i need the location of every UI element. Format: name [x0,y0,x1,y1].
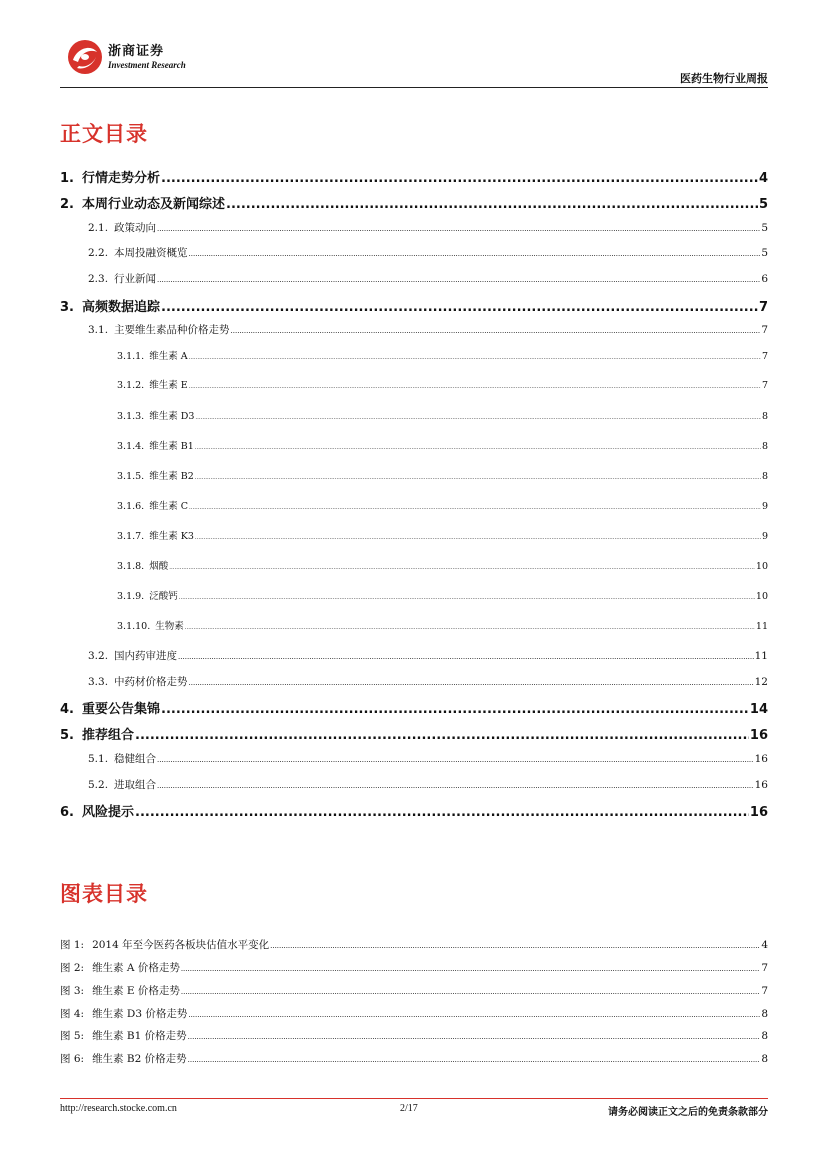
toc-entry-number: 5.2. [88,779,109,791]
toc-entry-number: 3.1.2. [117,380,145,391]
figure-entry[interactable] [60,1028,768,1043]
dot-leader [226,197,758,212]
figure-entry[interactable] [60,1006,768,1021]
dot-leader [195,535,761,541]
toc-entry[interactable] [88,322,768,337]
dot-leader [181,988,760,996]
toc-entry-title: 推荐组合 [82,728,135,743]
dot-leader [189,679,754,687]
toc-entry-title: 稳健组合 [114,753,157,765]
toc-entry-number: 1. [60,171,74,186]
figure-entry-title: 维生素 A 价格走势 [92,962,180,974]
toc-entry-number: 5.1. [88,753,109,765]
toc-entry-page: 10 [755,561,768,572]
toc-entry[interactable] [117,588,768,602]
figure-entry-page: 8 [761,1053,768,1065]
figure-entry[interactable] [60,1051,768,1066]
toc-entry-page: 8 [761,411,768,422]
figure-entry-title: 维生素 B1 价格走势 [92,1030,187,1042]
toc-entry-title: 进取组合 [114,779,157,791]
toc-entry[interactable] [60,167,768,186]
toc-entry-number: 3.1.9. [117,591,145,602]
figure-entry-number: 图 3: [60,985,85,997]
figure-entry[interactable] [60,983,768,998]
toc-entry-title: 本周行业动态及新闻综述 [82,197,226,212]
figure-entry-number: 图 6: [60,1053,85,1065]
toc-entry[interactable] [117,558,768,572]
toc-entry[interactable] [60,296,768,315]
toc-entry-number: 2.2. [88,247,109,259]
dot-leader [181,965,760,973]
toc-entry[interactable] [117,498,768,512]
toc-entry-page: 12 [754,676,768,688]
logo-english-name: Investment Research [108,60,186,70]
toc-entry-page: 16 [754,779,768,791]
toc-entry[interactable] [88,777,768,792]
toc-entry[interactable] [117,348,768,362]
toc-title: 正文目录 [60,122,148,146]
dot-leader [157,276,760,284]
dot-leader [157,756,754,764]
dot-leader [195,445,761,451]
dot-leader [135,805,749,820]
toc-entry-page: 5 [761,222,768,234]
toc-entry-number: 3.1.4. [117,441,145,452]
toc-entry-page: 8 [761,441,768,452]
page-number: 2/17 [400,1103,418,1114]
footer-divider [60,1098,768,1099]
toc-entry-title: 生物素 [155,621,184,632]
dot-leader [179,595,755,601]
toc-entry-title: 政策动向 [114,222,157,234]
dot-leader [195,475,761,481]
toc-entry-page: 10 [755,591,768,602]
toc-entry-number: 3.1.7. [117,531,145,542]
toc-entry-title: 维生素 E [149,380,188,391]
toc-entry-title: 泛酸钙 [149,591,178,602]
figure-entry-title: 维生素 D3 价格走势 [92,1008,188,1020]
toc-entry[interactable] [60,724,768,743]
toc-entry-page: 7 [761,324,768,336]
toc-entry-title: 维生素 B2 [149,471,194,482]
toc-entry-number: 2. [60,197,74,212]
dot-leader [188,1011,760,1019]
toc-entry-number: 3. [60,300,74,315]
toc-entry[interactable] [117,618,768,632]
toc-entry-number: 3.1.5. [117,471,145,482]
figure-entry-page: 8 [761,1008,768,1020]
toc-entry-title: 国内药审进度 [114,650,178,662]
dot-leader [161,300,758,315]
figure-entry-number: 图 5: [60,1030,85,1042]
toc-entry[interactable] [117,408,768,422]
figure-entry[interactable] [60,960,768,975]
toc-entry[interactable] [117,528,768,542]
toc-entry-title: 烟酸 [149,561,169,572]
figure-entry-title: 2014 年至今医药各板块估值水平变化 [92,939,270,951]
dot-leader [188,1056,761,1064]
dot-leader [178,653,754,661]
dot-leader [189,250,761,258]
dot-leader [195,415,761,421]
figure-entry-page: 7 [761,985,768,997]
toc-entry-page: 5 [758,197,768,212]
toc-entry-page: 7 [758,300,768,315]
toc-entry-page: 16 [749,805,768,820]
dot-leader [189,505,761,511]
toc-entry-number: 3.2. [88,650,109,662]
toc-entry-title: 高频数据追踪 [82,300,161,315]
dot-leader [270,942,760,950]
toc-entry-title: 维生素 C [149,501,188,512]
toc-entry-page: 9 [761,531,768,542]
figure-entry-number: 图 2: [60,962,85,974]
toc-entry-page: 11 [755,621,768,632]
logo-chinese-name: 浙商证券 [108,44,165,59]
toc-entry-title: 重要公告集锦 [82,702,161,717]
toc-entry-number: 3.1.6. [117,501,145,512]
figure-entry-title: 维生素 B2 价格走势 [92,1053,187,1065]
toc-entry-page: 16 [749,728,768,743]
report-type: 医药生物行业周报 [680,72,768,85]
page-header [60,38,768,88]
dot-leader [169,565,755,571]
toc-entry-page: 7 [761,351,768,362]
header-divider [60,87,768,88]
toc-entry-number: 3.1. [88,324,109,336]
dot-leader [189,384,761,390]
toc-entry-page: 7 [761,380,768,391]
company-logo-icon [65,38,105,76]
toc-entry-title: 风险提示 [82,805,135,820]
toc-entry-page: 11 [754,650,768,662]
toc-entry-title: 主要维生素品种价格走势 [114,324,230,336]
toc-entry[interactable] [117,438,768,452]
dot-leader [231,327,761,335]
toc-entry-number: 3.1.3. [117,411,145,422]
toc-entry-title: 中药材价格走势 [114,676,188,688]
footer-disclaimer: 请务必阅读正文之后的免责条款部分 [608,1107,768,1118]
toc-entry[interactable] [60,698,768,717]
toc-entry-page: 5 [761,247,768,259]
figure-entry-title: 维生素 E 价格走势 [92,985,180,997]
dot-leader [157,225,760,233]
figure-entry-page: 4 [761,939,768,951]
figure-entry[interactable] [60,937,768,952]
toc-entry-title: 本周投融资概览 [114,247,188,259]
toc-entry-page: 4 [758,171,768,186]
dot-leader [161,171,758,186]
toc-entry[interactable] [88,674,768,689]
toc-entry-number: 4. [60,702,74,717]
toc-entry[interactable] [88,245,768,260]
toc-entry[interactable] [88,648,768,663]
toc-entry[interactable] [60,801,768,820]
toc-entry[interactable] [88,751,768,766]
toc-entry[interactable] [117,468,768,482]
toc-entry-number: 5. [60,728,74,743]
dot-leader [188,1033,761,1041]
toc-entry-page: 8 [761,471,768,482]
toc-entry-page: 9 [761,501,768,512]
toc-entry[interactable] [88,271,768,286]
figures-title: 图表目录 [60,882,148,906]
toc-entry-page: 16 [754,753,768,765]
toc-entry-title: 行情走势分析 [82,171,161,186]
toc-entry[interactable] [88,220,768,235]
toc-entry-number: 3.1.1. [117,351,145,362]
figure-entry-page: 8 [761,1030,768,1042]
toc-entry[interactable] [60,193,768,212]
toc-entry-page: 14 [749,702,768,717]
toc-entry-number: 2.3. [88,273,109,285]
figure-entry-number: 图 4: [60,1008,85,1020]
figure-entry-number: 图 1: [60,939,85,951]
dot-leader [189,355,761,361]
toc-entry-title: 维生素 B1 [149,441,194,452]
figure-entry-page: 7 [761,962,768,974]
toc-entry-number: 3.1.8. [117,561,145,572]
dot-leader [161,702,749,717]
toc-entry-number: 3.3. [88,676,109,688]
toc-entry-page: 6 [761,273,768,285]
toc-entry-title: 维生素 K3 [149,531,194,542]
toc-entry-number: 2.1. [88,222,109,234]
toc-entry-number: 3.1.10. [117,621,151,632]
toc-entry-title: 行业新闻 [114,273,157,285]
dot-leader [185,625,755,631]
toc-entry[interactable] [117,377,768,391]
toc-entry-number: 6. [60,805,74,820]
toc-entry-title: 维生素 A [149,351,188,362]
dot-leader [157,782,754,790]
footer-url[interactable]: http://research.stocke.com.cn [60,1103,177,1114]
dot-leader [135,728,749,743]
toc-entry-title: 维生素 D3 [149,411,195,422]
